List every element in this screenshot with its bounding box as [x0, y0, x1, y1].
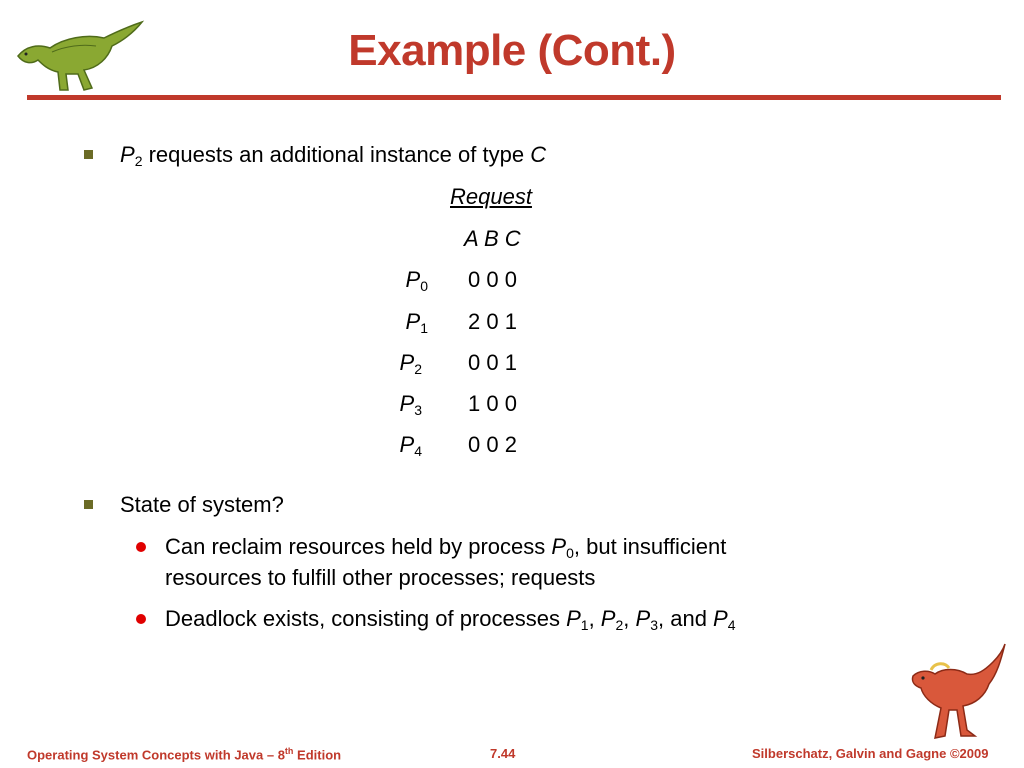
table-header-request: Request	[450, 184, 532, 209]
title-divider	[27, 95, 1001, 100]
footer-authors: Silberschatz, Galvin and Gagne ©2009	[752, 746, 989, 761]
table-row-label: $P_0$	[405, 267, 428, 294]
table-row-values: 0 0 2	[468, 432, 517, 457]
table-row-values: 0 0 1	[468, 350, 517, 375]
bullet-square-icon	[84, 150, 93, 159]
sub-bullet-reclaim-text: Can reclaim resources held by process $P_0$, but insufficient	[165, 534, 727, 561]
table-row-values: 2 0 1	[468, 309, 517, 334]
sub-bullet-reclaim-text-line2: resources to fulfill other processes; requests	[165, 565, 596, 590]
sub-bullet-deadlock-text: Deadlock exists, consisting of processes $P_1$, $P_2$, $P_3$, and $P_4$	[165, 606, 736, 633]
table-row-label: $P_2$	[399, 350, 422, 377]
table-row-label: $P_4$	[399, 432, 422, 459]
table-row-values: 1 0 0	[468, 391, 517, 416]
slide-title: Example (Cont.)	[348, 26, 676, 75]
bullet-dot-icon	[136, 614, 146, 624]
table-row-values: 0 0 0	[468, 267, 517, 292]
table-column-headers: A B C	[464, 226, 521, 251]
bullet-state-text: State of system?	[120, 492, 284, 517]
footer-slide-number: 7.44	[490, 746, 516, 761]
footer-book-title: Operating System Concepts with Java – 8th Edition	[27, 746, 342, 763]
bullet-square-icon	[84, 500, 93, 509]
table-row-label: $P_3$	[399, 391, 422, 418]
table-row-label: $P_1$	[405, 309, 428, 336]
dinosaur-mascot-icon	[905, 640, 1010, 745]
bullet-request-text: $P_2$ requests an additional instance of type C	[120, 142, 547, 169]
bullet-dot-icon	[136, 542, 146, 552]
